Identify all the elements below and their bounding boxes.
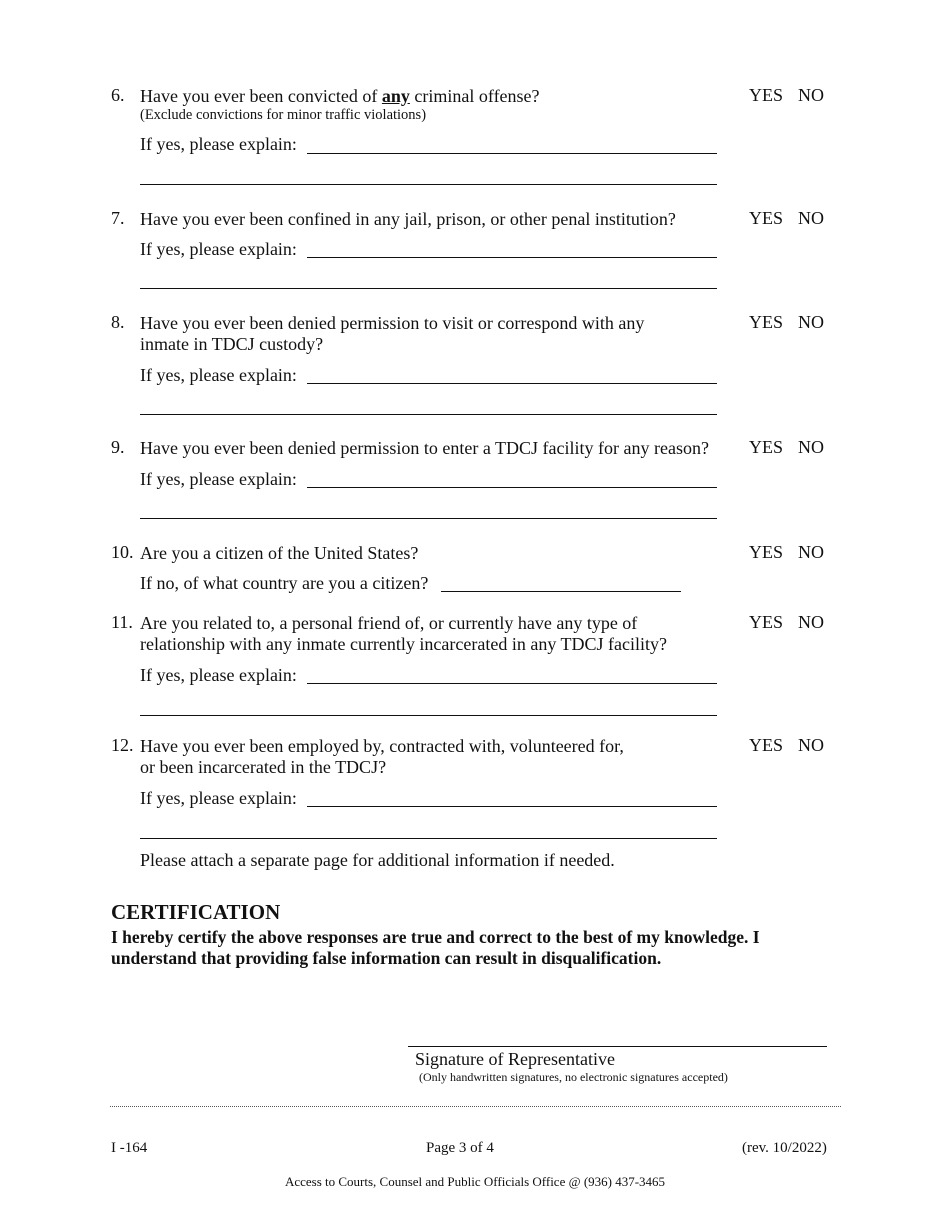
- question-11-number: 11.: [111, 612, 133, 632]
- question-8-no-option[interactable]: NO: [798, 312, 824, 332]
- footer-page-number: Page 3 of 4: [426, 1140, 494, 1156]
- question-8-yes-option[interactable]: YES: [749, 312, 784, 332]
- question-8-explain-field[interactable]: [307, 383, 717, 384]
- question-10-country-field[interactable]: [441, 591, 681, 592]
- question-11-explain-field-2[interactable]: [140, 715, 717, 716]
- question-11-yes-option[interactable]: YES: [749, 612, 784, 632]
- question-10-followup-label: If no, of what country are you a citizen?: [140, 573, 429, 593]
- question-6-emphasis: any: [381, 86, 410, 106]
- question-7-explain-label: If yes, please explain:: [140, 239, 297, 259]
- question-6-text-pre: Have you ever been convicted of: [140, 86, 382, 106]
- footer-revision: (rev. 10/2022): [742, 1140, 827, 1156]
- question-11-explain-label: If yes, please explain:: [140, 665, 297, 685]
- question-10-yes-option[interactable]: YES: [749, 542, 784, 562]
- question-8-text-line1: Have you ever been denied permission to visit or correspond with any: [140, 313, 645, 333]
- question-11-no-option[interactable]: NO: [798, 612, 824, 632]
- question-12-explain-field[interactable]: [307, 806, 717, 807]
- question-12-text-line1: Have you ever been employed by, contracted with, volunteered for,: [140, 736, 624, 756]
- question-9-text: Have you ever been denied permission to enter a TDCJ facility for any reason?: [140, 438, 709, 458]
- question-7-text: Have you ever been confined in any jail, prison, or other penal institution?: [140, 209, 676, 229]
- question-6-number: 6.: [111, 85, 125, 105]
- question-7-explain-field-2[interactable]: [140, 288, 717, 289]
- question-9-yes-option[interactable]: YES: [749, 437, 784, 457]
- question-6-explain-field[interactable]: [307, 153, 717, 154]
- certification-title: CERTIFICATION: [111, 900, 281, 924]
- footer-form-id: I -164: [111, 1140, 148, 1156]
- question-12-number: 12.: [111, 735, 134, 755]
- signature-field[interactable]: [408, 1046, 827, 1047]
- question-12-explain-field-2[interactable]: [140, 838, 717, 839]
- question-10-text: Are you a citizen of the United States?: [140, 543, 419, 563]
- question-6-yes-option[interactable]: YES: [749, 85, 784, 105]
- question-6-text-post: criminal offense?: [409, 86, 540, 106]
- question-9-no-option[interactable]: NO: [798, 437, 824, 457]
- signature-label: Signature of Representative: [415, 1049, 615, 1069]
- question-12-explain-label: If yes, please explain:: [140, 788, 297, 808]
- question-6-explain-field-2[interactable]: [140, 184, 717, 185]
- question-7-explain-field[interactable]: [307, 257, 717, 258]
- question-6-text: [140, 85, 540, 107]
- question-9-explain-field-2[interactable]: [140, 518, 717, 519]
- question-7-yes-option[interactable]: YES: [749, 208, 784, 228]
- signature-note: (Only handwritten signatures, no electronic signatures accepted): [419, 1070, 728, 1084]
- question-10-no-option[interactable]: NO: [798, 542, 824, 562]
- certification-line1: I hereby certify the above responses are true and correct to the best of my knowledge. I: [111, 927, 760, 947]
- attach-note: Please attach a separate page for additional information if needed.: [140, 850, 615, 870]
- question-8-explain-field-2[interactable]: [140, 414, 717, 415]
- question-12-yes-option[interactable]: YES: [749, 735, 784, 755]
- question-11-explain-field[interactable]: [307, 683, 717, 684]
- question-12-text-line2: or been incarcerated in the TDCJ?: [140, 757, 387, 777]
- question-9-explain-field[interactable]: [307, 487, 717, 488]
- question-11-text-line2: relationship with any inmate currently incarcerated in any TDCJ facility?: [140, 634, 667, 654]
- question-8-text-line2: inmate in TDCJ custody?: [140, 334, 324, 354]
- question-6-no-option[interactable]: NO: [798, 85, 824, 105]
- footer-divider: [110, 1106, 841, 1107]
- question-9-number: 9.: [111, 437, 125, 457]
- question-12-no-option[interactable]: NO: [798, 735, 824, 755]
- question-7-no-option[interactable]: NO: [798, 208, 824, 228]
- question-6-explain-label: If yes, please explain:: [140, 134, 297, 154]
- question-6-subnote: (Exclude convictions for minor traffic violations): [140, 107, 427, 123]
- question-8-explain-label: If yes, please explain:: [140, 365, 297, 385]
- question-8-number: 8.: [111, 312, 125, 332]
- question-11-text-line1: Are you related to, a personal friend of, or currently have any type of: [140, 613, 638, 633]
- certification-line2: understand that providing false information can result in disqualification.: [111, 948, 662, 968]
- question-9-explain-label: If yes, please explain:: [140, 469, 297, 489]
- question-10-number: 10.: [111, 542, 134, 562]
- question-7-number: 7.: [111, 208, 125, 228]
- footer-office: Access to Courts, Counsel and Public Officials Office @ (936) 437-3465: [284, 1174, 666, 1189]
